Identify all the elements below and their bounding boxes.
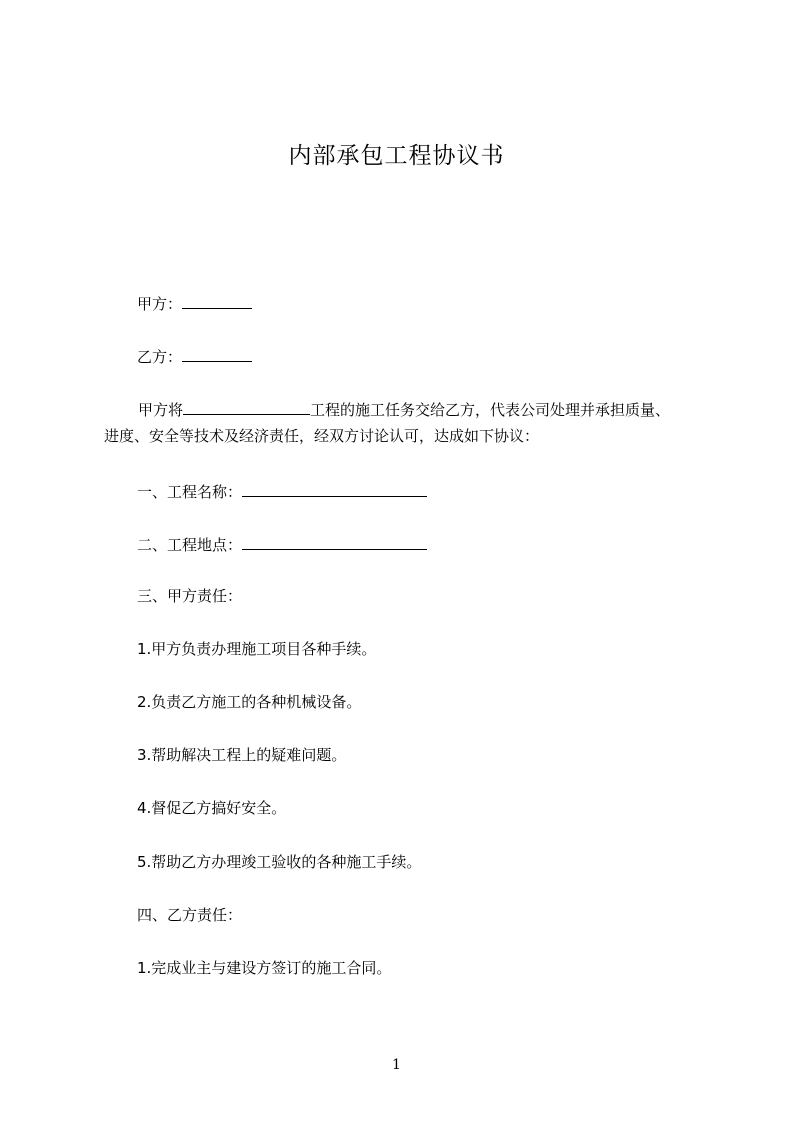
party-a-duty-item: 4.督促乙方搞好安全。 [137, 799, 287, 817]
party-a-duty-item: 3.帮助解决工程上的疑难问题。 [137, 746, 347, 764]
party-a-duties-heading: 三、甲方责任： [137, 587, 243, 605]
party-b-label: 乙方： [137, 348, 183, 366]
intro-text-after: 工程的施工任务交给乙方，代表公司处理并承担质量、 [310, 401, 671, 419]
intro-line-1 [138, 397, 670, 421]
project-name-blank[interactable] [242, 479, 427, 497]
intro-text-before: 甲方将 [138, 401, 184, 419]
project-location-blank[interactable] [242, 532, 427, 550]
party-b-duty-item: 1.完成业主与建设方签订的施工合同。 [137, 959, 392, 977]
party-a-duty-item: 1.甲方负责办理施工项目各种手续。 [137, 640, 377, 658]
party-a-line [137, 291, 252, 315]
project-name-label: 一、工程名称： [137, 483, 243, 501]
project-location-line [137, 532, 427, 556]
party-a-duty-item: 2.负责乙方施工的各种机械设备。 [137, 693, 362, 711]
document-title: 内部承包工程协议书 [288, 143, 505, 169]
party-a-blank[interactable] [182, 291, 252, 309]
project-location-label: 二、工程地点： [137, 536, 243, 554]
party-b-blank[interactable] [182, 344, 252, 362]
page-number: 1 [392, 1057, 401, 1073]
project-name-line [137, 479, 427, 503]
project-blank[interactable] [183, 397, 310, 415]
party-a-label: 甲方： [137, 295, 183, 313]
intro-line-2: 进度、安全等技术及经济责任，经双方讨论认可，达成如下协议： [104, 427, 540, 445]
party-b-line [137, 344, 252, 368]
party-a-duty-item: 5.帮助乙方办理竣工验收的各种施工手续。 [137, 853, 422, 871]
party-b-duties-heading: 四、乙方责任： [137, 906, 243, 924]
